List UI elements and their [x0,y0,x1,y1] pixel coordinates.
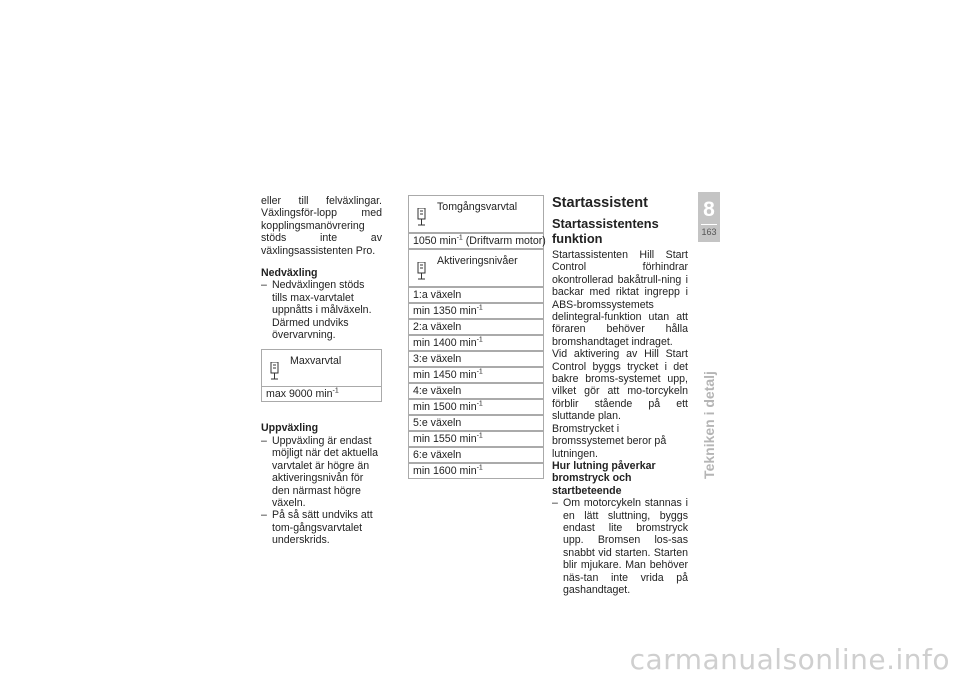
paragraph-2: Vid aktivering av Hill Start Control byggs trycket i det bakre broms-systemet upp, vilket gör att mo-torcykeln förblir stående på ett sluttande plan. [552,348,688,423]
rpm-tables [408,195,544,479]
section-title: Startassistent [552,195,648,211]
gear-3-value: min 1450 $\min^{-1}$ [409,367,543,383]
idle-value: 1050 $\min^{-1}$ (Driftvarm motor) [409,233,543,249]
engine-speed-icon [269,362,280,380]
gear-4-value: min 1500 $\min^{-1}$ [409,399,543,415]
downshift-item: – Nedväxlingen stöds tills max-varvtalet uppnåtts i målväxeln. Därmed undviks övervarvning. [261,279,382,341]
chapter-tab [698,192,720,242]
section-subtitle: Startassistentens funktion [552,216,659,246]
gear-6-label: 6:e växeln [409,447,543,463]
paragraph-3: Bromstrycket i bromssystemet beror på lutningen. [552,422,667,460]
gear-6-value: min 1600 $\min^{-1}$ [409,463,543,478]
paragraph-1: Startassistenten Hill Start Control förhindrar okontrollerad bakåtrull-ning i backar med riktat ingrepp i ABS-bromssystemets delintegral-funktion utan att föraren behöver hålla bromshandtaget indraget. [552,249,688,348]
gear-1-label: 1:a växeln [409,287,543,303]
activation-label: Aktiveringsnivåer [437,255,518,267]
gear-4-label: 4:e växeln [409,383,543,399]
column-1 [261,195,382,547]
bold-heading: Hur lutning påverkar bromstryck och startbeteende [552,459,656,497]
side-chapter-label: Tekniken i detalj [701,371,717,479]
max-rpm-table-head [262,350,381,387]
engine-speed-icon [416,208,427,226]
upshift-item-2: – På så sätt undviks att tom-gångsvarvtalet underskrids. [261,509,382,546]
gear-2-value: min 1400 $\min^{-1}$ [409,335,543,351]
column-2 [408,195,544,479]
upshift-heading: Uppväxling [261,422,319,435]
page-number: 163 [701,227,717,237]
tab-divider [701,224,717,225]
idle-table-head [409,196,543,233]
engine-speed-icon [416,262,427,280]
idle-label: Tomgångsvarvtal [437,201,518,213]
gear-5-label: 5:e växeln [409,415,543,431]
max-rpm-label: Maxvarvtal [290,355,342,368]
intro-text: eller till felväxlingar. Växlingsför-lopp med kopplingsmanövrering stöds inte av växlingsassistenten Pro. [261,195,382,257]
max-rpm-value: max 9000 $\min^{-1}$ [266,387,339,401]
chapter-number: 8 [703,198,715,221]
upshift-item-1: – Uppväxling är endast möjligt när det aktuella varvtalet är högre än aktiveringsnivån för den närmast högre växeln. [261,435,382,509]
downshift-heading: Nedväxling [261,267,318,280]
column-3 [552,195,688,596]
gear-1-value: min 1350 $\min^{-1}$ [409,303,543,319]
gear-3-label: 3:e växeln [409,351,543,367]
activation-table-head [409,249,543,287]
slope-item: – Om motorcykeln stannas i en lätt sluttning, byggs endast lite bromstryck upp. Bromsen los-sas snabbt vid starten. Starten blir mjukare. Man behöver näs-tan inte vrida på gashandtaget. [552,497,688,596]
gear-5-value: min 1550 $\min^{-1}$ [409,431,543,447]
watermark: carmanualsonline.info [629,643,950,676]
gear-2-label: 2:a växeln [409,319,543,335]
max-rpm-table [261,349,382,402]
